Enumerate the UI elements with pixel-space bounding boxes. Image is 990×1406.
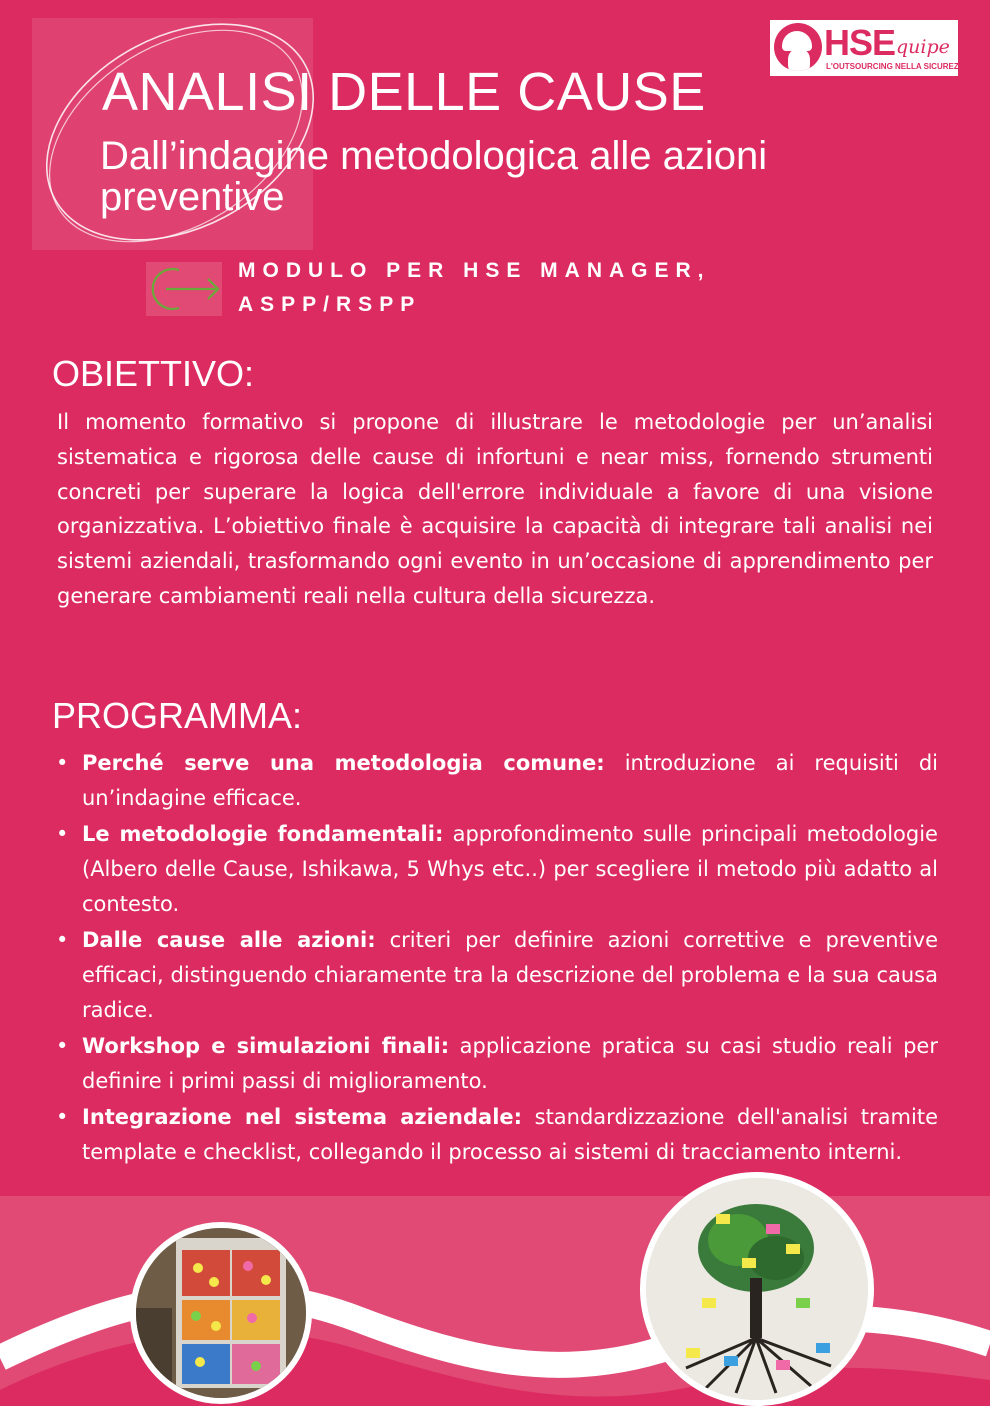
bullet-icon: •	[56, 822, 69, 846]
bullet-icon: •	[56, 928, 69, 952]
program-item	[56, 1029, 938, 1099]
page-title: ANALISI DELLE CAUSE	[102, 62, 706, 122]
program-heading: PROGRAMMA:	[52, 695, 303, 736]
program-item-title: Dalle cause alle azioni:	[82, 928, 376, 952]
program-item	[56, 817, 938, 922]
workshop-photo-left	[130, 1222, 312, 1404]
logo-brand-main: HSE	[824, 22, 896, 63]
program-list	[56, 746, 938, 1171]
program-item-text: approfondimento sulle principali metodologie (Albero delle Cause, Ishikawa, 5 Whys etc..) per scegliere il metodo più adatto al contesto.	[82, 822, 938, 916]
program-item-text: applicazione pratica su casi studio reali per definire i primi passi di miglioramento.	[82, 1034, 938, 1093]
program-item-title: Workshop e simulazioni finali:	[82, 1034, 450, 1058]
program-item	[56, 1100, 938, 1170]
bullet-icon: •	[56, 1034, 69, 1058]
program-item	[56, 746, 938, 816]
program-item-text: standardizzazione dell'analisi tramite template e checklist, collegando il processo ai sistemi di tracciamento interni.	[82, 1105, 938, 1164]
objective-heading: OBIETTIVO:	[52, 353, 255, 394]
arrow-exit-icon-box	[146, 262, 222, 316]
objective-text: Il momento formativo si propone di illustrare le metodologie per un’analisi sistematica e rigorosa delle cause di infortuni e near miss, fornendo strumenti concreti per superare la logica dell'errore individuale a favore di una visione organizzativa. L’obiettivo finale è acquisire la capacità di integrare tali analisi nei sistemi aziendali, trasformando ogni evento in un’occasione di apprendimento per generare cambiamenti reali nella cultura della sicurezza.	[57, 410, 933, 608]
program-item-title: Integrazione nel sistema aziendale:	[82, 1105, 523, 1129]
program-item-title: Perché serve una metodologia comune:	[82, 751, 605, 775]
logo-brand-suffix: quipe	[896, 36, 950, 58]
arrow-exit-icon	[146, 262, 222, 316]
module-line-1: MODULO PER HSE MANAGER,	[238, 259, 711, 282]
cause-tree-photo-right	[640, 1172, 874, 1406]
module-audience	[238, 254, 711, 322]
bullet-icon: •	[56, 751, 69, 775]
program-item-title: Le metodologie fondamentali:	[82, 822, 444, 846]
company-logo	[770, 20, 970, 76]
program-item-text: introduzione ai requisiti di un’indagine efficace.	[82, 751, 938, 810]
page-subtitle: Dall’indagine metodologica alle azioni preventive	[100, 134, 768, 219]
logo-tagline: L'OUTSOURCING NELLA SICUREZZA	[826, 62, 970, 71]
module-line-2: ASPP/RSPP	[238, 293, 422, 316]
worker-helmet-icon	[774, 23, 822, 71]
bullet-icon: •	[56, 1105, 69, 1129]
program-item	[56, 923, 938, 1028]
program-item-text: criteri per definire azioni correttive e preventive efficaci, distinguendo chiaramente tra la descrizione del problema e la sua causa radice.	[82, 928, 938, 1022]
